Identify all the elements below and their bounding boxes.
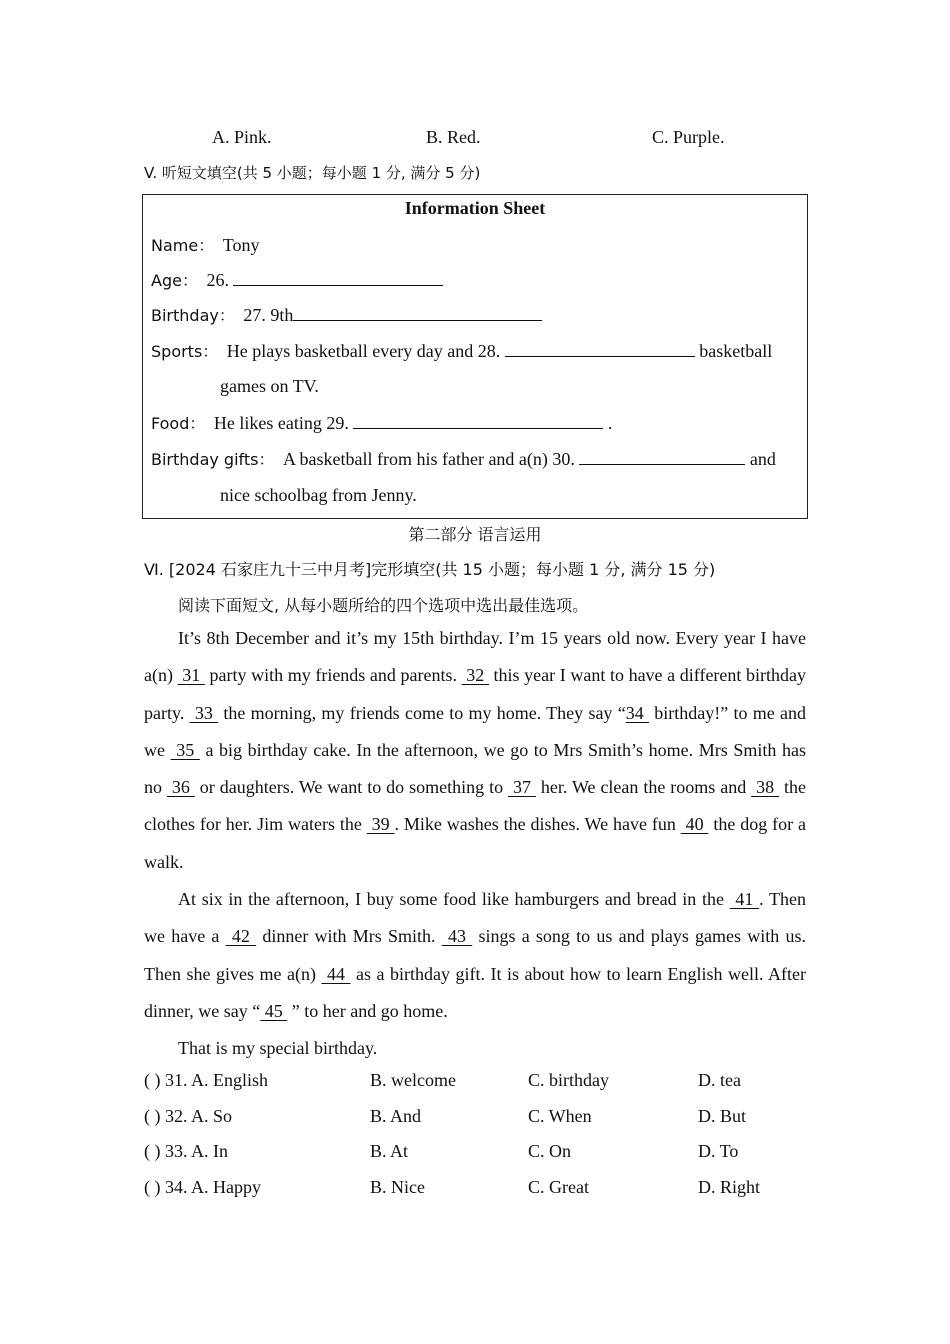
- option-c: C. Purple.: [652, 127, 725, 147]
- option-a: A. Pink.: [212, 127, 272, 147]
- q34-option-d[interactable]: D. Right: [698, 1177, 761, 1197]
- blank-40[interactable]: 40: [680, 814, 709, 835]
- name-row: [151, 233, 259, 256]
- question-32: [144, 1106, 844, 1130]
- blank-35[interactable]: 35: [170, 739, 200, 760]
- gifts-continuation: nice schoolbag from Jenny.: [220, 485, 417, 505]
- blank-39[interactable]: 39: [366, 814, 395, 835]
- part-2-title: 第二部分 语言运用: [408, 525, 542, 544]
- section-6-instruction: 阅读下面短文, 从每小题所给的四个选项中选出最佳选项。: [178, 596, 589, 615]
- q31-option-a[interactable]: ( ) 31. A. English: [144, 1070, 268, 1090]
- q33-option-a[interactable]: ( ) 33. A. In: [144, 1141, 228, 1161]
- blank-44[interactable]: 44: [321, 963, 351, 984]
- paragraph-2: At six in the afternoon, I buy some food like hamburgers and bread in the 41 . Then we have a 42 dinner with Mrs Smith. 43 sings a song to us and plays games with us. Then she gives me a(n) 44 as a birthday gift. It is about how to learn English well. After dinner, we say “ 45 ” to her and go home.: [144, 889, 806, 1021]
- blank-42[interactable]: 42: [225, 926, 257, 947]
- age-row: [151, 268, 443, 291]
- q31-option-d[interactable]: D. tea: [698, 1070, 741, 1090]
- blank-38[interactable]: 38: [751, 777, 780, 798]
- gifts-label: Birthday gifts：: [151, 450, 275, 469]
- sports-text: He plays basketball every day and 28.: [226, 341, 501, 361]
- sports-label: Sports：: [151, 342, 219, 361]
- food-label: Food：: [151, 414, 206, 433]
- gifts-row: [151, 447, 776, 470]
- name-label: Name：: [151, 236, 215, 255]
- gifts-text: A basketball from his father and a(n) 30.: [283, 449, 575, 469]
- info-sheet-title: Information Sheet: [404, 198, 546, 218]
- birthday-row: [151, 303, 542, 326]
- q34-option-c[interactable]: C. Great: [528, 1177, 589, 1197]
- blank-36[interactable]: 36: [166, 777, 195, 798]
- blank-31[interactable]: 31: [177, 665, 205, 686]
- q34-option-b[interactable]: B. Nice: [370, 1177, 425, 1197]
- age-label: Age：: [151, 271, 198, 290]
- birthday-answer-blank[interactable]: [293, 306, 542, 321]
- blank-34[interactable]: 34: [625, 702, 649, 723]
- blank-41[interactable]: 41: [729, 889, 760, 910]
- sports-row: [151, 339, 772, 362]
- paragraph-1: It’s 8th December and it’s my 15th birthday. I’m 15 years old now. Every year I have a(n) 31 party with my friends and parents. 32 this year I want to have a different birthday party. 33 the morning, my friends come to my home. They say “34 birthday!” to me and we 35 a big birthday cake. In the afternoon, we go to Mrs Smith’s home. Mrs Smith has no 36 or daughters. We want to do something to 37 her. We clean the rooms and 38 the clothes for her. Jim waters the 39 . Mike washes the dishes. We have fun 40 the dog for a walk.: [144, 628, 807, 872]
- food-answer-blank[interactable]: [353, 414, 603, 429]
- q32-option-d[interactable]: D. But: [698, 1106, 747, 1126]
- sports-after: basketball: [699, 341, 773, 361]
- name-value: Tony: [222, 235, 260, 255]
- cloze-passage: [144, 620, 806, 1068]
- age-number: 26.: [206, 270, 229, 290]
- blank-37[interactable]: 37: [508, 777, 536, 798]
- question-34: [144, 1177, 844, 1201]
- blank-33[interactable]: 33: [189, 702, 219, 723]
- q33-option-d[interactable]: D. To: [698, 1141, 739, 1161]
- paragraph-3: That is my special birthday.: [178, 1038, 378, 1059]
- gifts-answer-blank[interactable]: [579, 450, 745, 465]
- birthday-label: Birthday：: [151, 306, 235, 325]
- q32-option-a[interactable]: ( ) 32. A. So: [144, 1106, 233, 1126]
- age-answer-blank[interactable]: [233, 271, 443, 286]
- q34-option-a[interactable]: ( ) 34. A. Happy: [144, 1177, 261, 1197]
- gifts-after: and: [749, 449, 776, 469]
- section-6-title: Ⅵ. [2024 石家庄九十三中月考]完形填空(共 15 小题；每小题 1 分, 满分 15 分): [144, 560, 716, 579]
- blank-43[interactable]: 43: [441, 926, 473, 947]
- sports-continuation: games on TV.: [220, 376, 319, 396]
- q31-option-c[interactable]: C. birthday: [528, 1070, 609, 1090]
- food-text: He likes eating 29.: [213, 413, 349, 433]
- section-5-title: V. 听短文填空(共 5 小题；每小题 1 分, 满分 5 分): [144, 164, 481, 182]
- q33-option-b[interactable]: B. At: [370, 1141, 409, 1161]
- blank-32[interactable]: 32: [461, 665, 489, 686]
- q33-option-c[interactable]: C. On: [528, 1141, 572, 1161]
- q31-option-b[interactable]: B. welcome: [370, 1070, 456, 1090]
- option-b: B. Red.: [426, 127, 481, 147]
- information-sheet: [142, 194, 808, 519]
- question-33: [144, 1141, 844, 1165]
- sports-answer-blank[interactable]: [505, 342, 695, 357]
- food-row: [151, 411, 612, 434]
- food-end: .: [607, 413, 613, 433]
- question-31: [144, 1070, 844, 1094]
- q32-option-c[interactable]: C. When: [528, 1106, 592, 1126]
- q32-option-b[interactable]: B. And: [370, 1106, 422, 1126]
- blank-45[interactable]: 45: [260, 1000, 288, 1021]
- birthday-text: 27. 9th: [243, 305, 294, 325]
